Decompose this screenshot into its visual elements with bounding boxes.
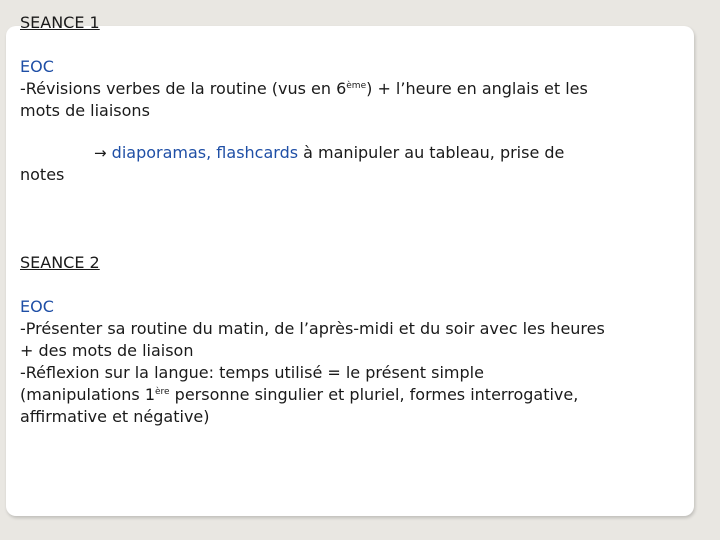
arrow-right-icon: → [94,144,107,162]
seance-2-line-3: -Réflexion sur la langue: temps utilisé = le présent simple [20,363,484,382]
seance-1-tools: → diaporamas, flashcards à manipuler au tableau, prise de [94,143,565,162]
slide-content [20,12,690,428]
seance-2-line-5: affirmative et négative) [20,407,210,426]
seance-2-title: SEANCE 2 [20,253,100,272]
seance-2-line-2: + des mots de liaison [20,341,194,360]
seance-1-tools-cont: notes [20,165,65,184]
seance-1-line-1: -Révisions verbes de la routine (vus en 6ème) + l’heure en anglais et les [20,79,588,98]
seance-1-line-2: mots de liaisons [20,101,150,120]
tools-highlight: diaporamas, flashcards [111,143,299,162]
seance-1-title: SEANCE 1 [20,13,100,32]
seance-1-eoc-label: EOC [20,57,54,76]
seance-2-line-4: (manipulations 1ère personne singulier et pluriel, formes interrogative, [20,385,579,404]
seance-2-eoc-label: EOC [20,297,54,316]
seance-2-line-1: -Présenter sa routine du matin, de l’après-midi et du soir avec les heures [20,319,605,338]
